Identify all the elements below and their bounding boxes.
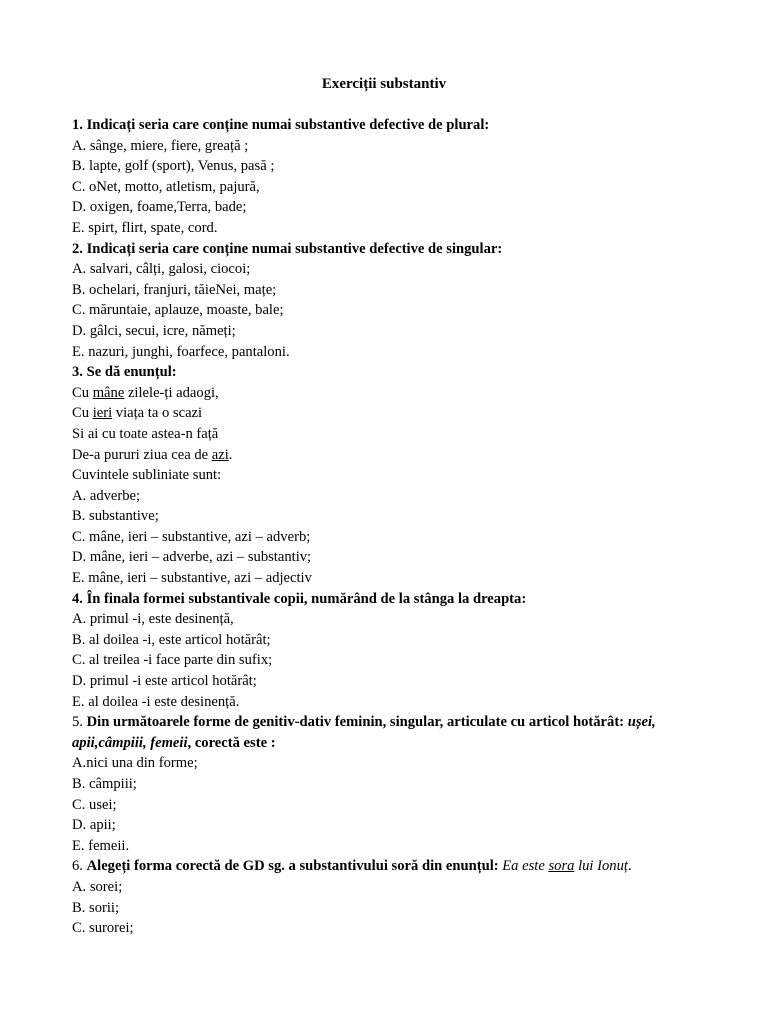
- q2-option-e: E. nazuri, junghi, foarfece, pantaloni.: [72, 343, 290, 360]
- q6-option-c: C. surorei;: [72, 920, 134, 937]
- example-forms: ușei,: [627, 714, 656, 731]
- q5-option-b: B. câmpiii;: [72, 776, 137, 792]
- verse-line-4: De-a pururi ziua cea de azi.: [72, 446, 233, 463]
- q5-option-a: A.nici una din forme;: [72, 755, 198, 772]
- q6-option-a: A. sorei;: [72, 878, 123, 895]
- underlined-word: mâne: [92, 384, 125, 401]
- document-body: [72, 115, 702, 939]
- underlined-word: azi: [211, 446, 229, 463]
- question-5-line-1: 5. Din următoarele forme de genitiv-dativ feminin, singular, articulate cu articol hotărât: ușei,: [72, 714, 656, 731]
- q3-option-b: B. substantive;: [72, 508, 159, 525]
- verse-line-3: Si ai cu toate astea-n față: [72, 425, 219, 442]
- q5-option-d: D. apii;: [72, 817, 116, 834]
- example-forms: apii,câmpiii, femeii: [72, 734, 188, 751]
- question-6: 6. Alegeți forma corectă de GD sg. a substantivului soră din enunțul: Ea este sora lui Ionuț.: [72, 858, 632, 875]
- document-title: Exerciții substantiv: [321, 76, 447, 92]
- question-3: 3. Se dă enunțul:: [72, 364, 177, 381]
- q1-option-a: A. sânge, miere, fiere, greață ;: [72, 137, 249, 154]
- question-5-line-2: apii,câmpiii, femeii, corectă este :: [72, 734, 276, 751]
- q4-option-b: B. al doilea -i, este articol hotărât;: [72, 631, 271, 648]
- q5-option-e: E. femeii.: [72, 837, 130, 854]
- q4-option-c: C. al treilea -i face parte din sufix;: [72, 652, 273, 669]
- verse-line-1: Cu mâne zilele-ți adaogi,: [72, 384, 219, 401]
- q5-option-c: C. usei;: [72, 796, 117, 813]
- question-4: 4. În finala formei substantivale copii, numărând de la stânga la dreapta:: [72, 590, 527, 607]
- verse-line-2: Cu ieri viața ta o scazi: [72, 405, 203, 422]
- question-1: 1. Indicați seria care conține numai substantive defective de plural:: [72, 117, 490, 133]
- q3-option-d: D. mâne, ieri – adverbe, azi – substantiv;: [72, 549, 312, 566]
- q2-option-a: A. salvari, câlți, galosi, ciocoi;: [72, 261, 251, 278]
- q1-option-b: B. lapte, golf (sport), Venus, pasă ;: [72, 158, 275, 175]
- q3-option-e: E. mâne, ieri – substantive, azi – adjectiv: [72, 570, 312, 587]
- q3-option-a: A. adverbe;: [72, 487, 141, 504]
- underlined-word: ieri: [92, 405, 113, 422]
- q3-prompt: Cuvintele subliniate sunt:: [72, 467, 222, 484]
- q4-option-d: D. primul -i este articol hotărât;: [72, 673, 257, 690]
- q1-option-d: D. oxigen, foame,Terra, bade;: [72, 199, 247, 216]
- question-2: 2. Indicați seria care conține numai substantive defective de singular:: [72, 240, 503, 257]
- q1-option-e: E. spirt, flirt, spate, cord.: [72, 219, 218, 236]
- q6-option-b: B. sorii;: [72, 899, 120, 916]
- q4-option-a: A. primul -i, este desinență,: [72, 611, 234, 628]
- q3-option-c: C. mâne, ieri – substantive, azi – adverb;: [72, 528, 311, 545]
- q2-option-c: C. măruntaie, aplauze, moaste, bale;: [72, 302, 284, 319]
- q4-option-e: E. al doilea -i este desinență.: [72, 693, 240, 710]
- q2-option-d: D. gâlci, secui, icre, nămeți;: [72, 322, 236, 339]
- q1-option-c: C. oNet, motto, atletism, pajură,: [72, 178, 260, 195]
- underlined-word: sora: [548, 858, 575, 875]
- q2-option-b: B. ochelari, franjuri, tăieNei, mațe;: [72, 281, 277, 298]
